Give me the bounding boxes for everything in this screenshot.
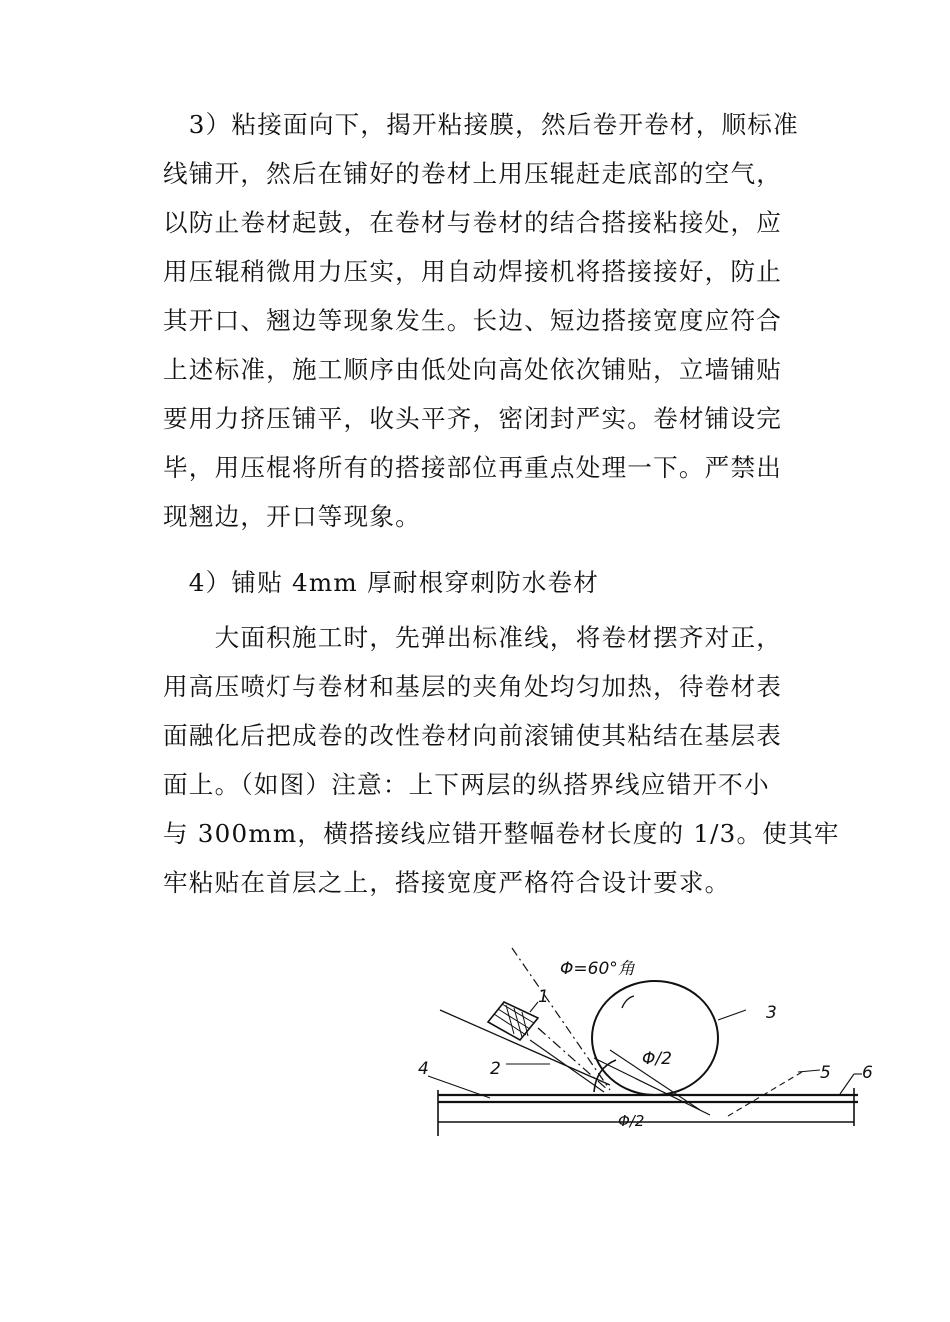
angle-label: Φ=60°角: [560, 959, 635, 979]
section-heading-step-4: 4）铺贴 4mm 厚耐根穿刺防水卷材: [163, 568, 600, 597]
text-line: 大面积施工时，先弹出标准线，将卷材摆齐对正，: [163, 623, 783, 652]
label-5-leader: [798, 1070, 820, 1072]
half-angle-label: Φ/2: [642, 1049, 672, 1069]
text-line: 用高压喷灯与卷材和基层的夹角处均匀加热，待卷材表: [163, 672, 783, 701]
text-line: 牢粘贴在首层之上，搭接宽度严格符合设计要求。: [163, 868, 731, 897]
diagram-svg: [410, 940, 890, 1150]
label-1-leader: [530, 1002, 538, 1012]
label-5: 5: [820, 1063, 831, 1083]
label-2: 2: [490, 1059, 501, 1079]
half-angle-label-lower: Φ/2: [618, 1112, 645, 1130]
text-line: 面融化后把成卷的改性卷材向前滚铺使其粘结在基层表: [163, 721, 783, 750]
roll-inner-mark: [622, 996, 634, 1008]
text-line: 与 300mm，横搭接线应错开整幅卷材长度的 1/3。使其牢: [163, 819, 840, 848]
label-1: 1: [538, 987, 549, 1007]
text-line: 3）粘接面向下，揭开粘接膜，然后卷开卷材，顺标准: [163, 110, 799, 139]
label-4: 4: [418, 1059, 429, 1079]
text-line: 现翘边，开口等现象。: [163, 502, 421, 531]
text-line: 以防止卷材起鼓，在卷材与卷材的结合搭接粘接处，应: [163, 208, 783, 237]
label-3-leader: [718, 1010, 746, 1020]
text-line: 线铺开，然后在铺好的卷材上用压辊赶走底部的空气，: [163, 159, 783, 188]
paragraph-step-4-body: [163, 613, 840, 907]
label-3: 3: [766, 1003, 777, 1023]
label-6-leader: [840, 1074, 854, 1094]
label-6: 6: [862, 1063, 873, 1083]
text-line: 要用力挤压铺平，收头平齐，密闭封严实。卷材铺设完: [163, 404, 783, 433]
paragraph-step-3: [163, 100, 808, 541]
torch-roll-diagram: [410, 940, 890, 1150]
text-line: 面上。（如图）注意：上下两层的纵搭界线应错开不小: [163, 770, 770, 799]
text-line: 其开口、翘边等现象发生。长边、短边搭接宽度应符合: [163, 306, 783, 335]
text-line: 用压辊稍微用力压实，用自动焊接机将搭接接好，防止: [163, 257, 783, 286]
torch-axis-line: [440, 1010, 610, 1085]
text-line: 毕，用压棍将所有的搭接部位再重点处理一下。严禁出: [163, 453, 783, 482]
membrane-roll: [592, 981, 718, 1095]
text-line: 上述标准，施工顺序由低处向高处依次铺贴，立墙铺贴: [163, 355, 783, 384]
